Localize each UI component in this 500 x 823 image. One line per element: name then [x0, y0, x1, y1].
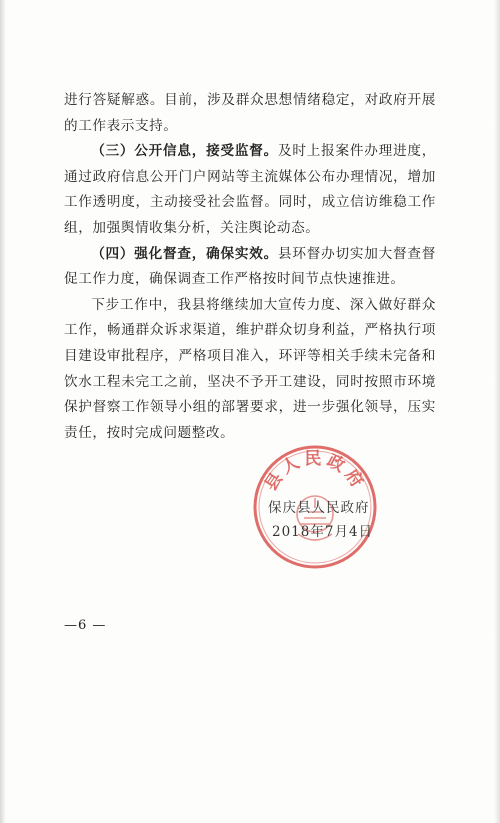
- paragraph-2: [64, 139, 436, 241]
- signature-organization: 保庆县人民政府: [268, 500, 370, 516]
- page-number: —6 —: [64, 618, 107, 633]
- signature-date: 2018年7月4日: [272, 524, 374, 540]
- paragraph-4-text: 下步工作中，我县将继续加大宣传力度、深入做好群众工作，畅通群众诉求渠道，维护群众切身利益，严格执行项目建设审批程序，严格项目准入，环评等相关手续未完备和饮水工程未完工之前，坚决不予开工建设，同时按照市环境保护督察工作领导小组的部署要求，进一步强化领导，压实责任，按时完成问题整改。: [64, 296, 436, 441]
- page-edge-right: [494, 0, 500, 823]
- paragraph-3: [64, 242, 436, 293]
- document-body: [64, 88, 436, 446]
- page-edge-left: [0, 0, 6, 823]
- seal-text: 县人民政府: [261, 449, 369, 495]
- paragraph-4: [64, 293, 436, 447]
- paragraph-1-text: 进行答疑解惑。目前，涉及群众思想情绪稳定，对政府开展的工作表示支持。: [64, 92, 436, 134]
- paragraph-3-heading: （四）强化督查，确保实效。: [91, 245, 279, 262]
- paragraph-2-text: 及时上报案件办理进度，通过政府信息公开门户网站等主流媒体公布办理情况，增加工作透明度，主动接受社会监督。同时，成立信访维稳工作组，加强舆情收集分析，关注舆论动态。: [64, 143, 436, 236]
- paragraph-1: [64, 88, 436, 139]
- paragraph-3-text: 县环督办切实加大督查督促工作力度，确保调查工作严格按时间节点快速推进。: [64, 245, 436, 288]
- paragraph-2-heading: （三）公开信息，接受监督。: [91, 143, 279, 160]
